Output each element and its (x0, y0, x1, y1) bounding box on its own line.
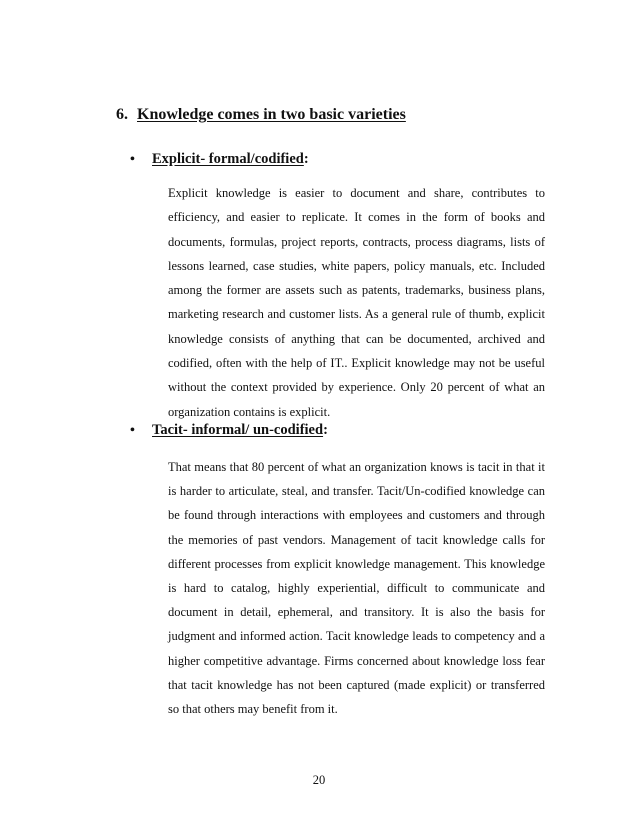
section-title: Knowledge comes in two basic varieties (137, 106, 406, 123)
paragraph-explicit: Explicit knowledge is easier to document and share, contributes to efficiency, and easier to replicate. It comes in the form of books and documents, formulas, project reports, contracts, process diagrams, lists of lessons learned, case studies, white papers, policy manuals, etc. Included among the former are assets such as patents, trademarks, business plans, marketing research and customer lists. As a general rule of thumb, explicit knowledge consists of anything that can be documented, archived and codified, often with the help of IT.. Explicit knowledge may not be useful without the context provided by experience. Only 20 percent of what an organization contains is explicit. (168, 186, 545, 419)
bullet-colon: : (323, 422, 328, 438)
section-heading (116, 106, 406, 124)
page-number: 20 (312, 773, 326, 787)
bullet-item-tacit (130, 422, 328, 439)
bullet-item-explicit (130, 151, 309, 168)
bullet-label-explicit: Explicit- formal/codified (152, 151, 304, 167)
bullet-colon: : (303, 151, 309, 167)
paragraph-tacit: That means that 80 percent of what an organization knows is tacit in that it is harder to articulate, steal, and transfer. Tacit/Un-codified knowledge can be found through interactions with employees and customers and through the memories of past vendors. Management of tacit knowledge calls for different processes from explicit knowledge management. This knowledge is hard to catalog, highly experiential, difficult to communicate and document in detail, ephemeral, and transitory. It is also the basis for judgment and informed action. Tacit knowledge leads to competency and a higher competitive advantage. Firms concerned about knowledge loss fear that tacit knowledge has not been captured (made explicit) or transferred so that others may benefit from it. (168, 460, 545, 717)
bullet-icon: • (130, 152, 135, 167)
bullet-label-tacit: Tacit- informal/ un-codified (152, 422, 324, 438)
section-number: 6. (116, 106, 128, 123)
bullet-icon: • (130, 423, 135, 438)
